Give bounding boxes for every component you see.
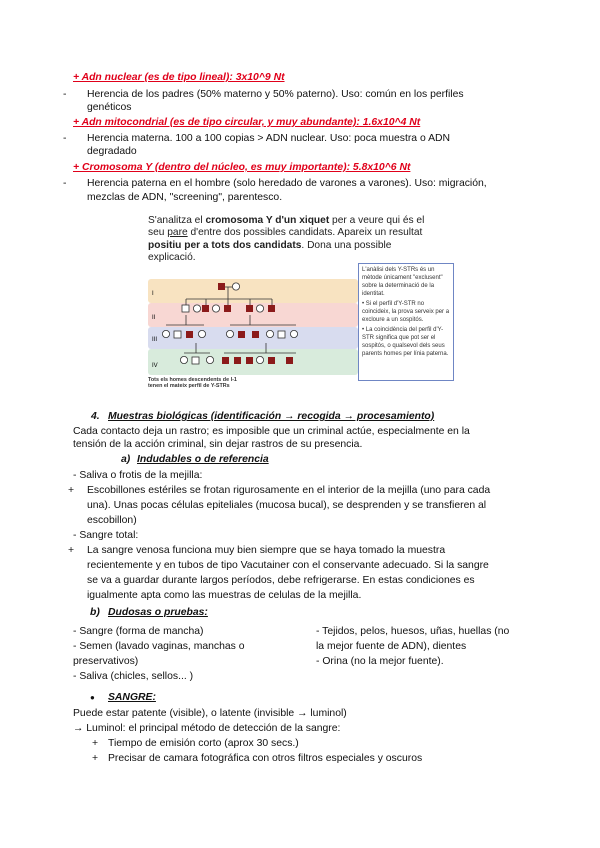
male-filled (222, 357, 229, 364)
heading-adn-mitocondrial: + Adn mitocondrial (es de tipo circular, y muy abundante): 1.6x10^4 Nt (73, 117, 421, 128)
mito-text-2: degradado (87, 146, 137, 157)
y-text-2: mezclas de ADN, "screening", parentesco. (87, 192, 283, 203)
section-heading: Muestras biológicas (identificación → recogida → procesamiento) (108, 411, 435, 422)
male (278, 331, 285, 338)
section-number: 4. (91, 411, 100, 422)
heading-cromosoma-y: + Cromosoma Y (dentro del núcleo, es muy importante): 5.8x10^6 Nt (73, 162, 411, 173)
y-text-1: Herencia paterna en el hombre (solo heredado de varones a varones). Uso: migración, (87, 178, 487, 189)
subsection-a-label: a) (121, 454, 131, 465)
figure-caption: S'analitza el cromosoma Y d'un xiquet per a veure qui és el seu pare d'entre dos possibles candidats. Apareix un resultat positiu per a tots dos candidats. Dona una possible explicació. (148, 215, 425, 264)
female (226, 330, 233, 337)
male-filled (246, 357, 253, 364)
sangre-text-1: La sangre venosa funciona muy bien siempre que se haya tomado la muestra (87, 545, 446, 556)
pedigree-figure (146, 213, 452, 389)
sangre-line-2: → Luminol: el principal método de detección de la sangre: (73, 723, 341, 734)
intro-text-1: Cada contacto deja un rastro; es imposible que un criminal actúe, especialmente en la (73, 426, 470, 437)
sangre-line-1: Puede estar patente (visible), o latente (invisible → luminol) (73, 708, 347, 719)
male-filled (238, 331, 245, 338)
mito-text-1: Herencia materna. 100 a 100 copias > ADN nuclear. Uso: poca muestra o ADN (87, 133, 451, 144)
sangre-item-1: Tiempo de emisión corto (aprox 30 secs.) (108, 738, 299, 749)
figure-legend: Tots els homes descendents de I-1 tenen el mateix perfil de Y-STRs (148, 377, 237, 390)
dudosas-left-2: - Semen (lavado vaginas, manchas o (73, 641, 245, 652)
intro-text-2: tensión de la acción criminal, sin dejar rastros de su presencia. (73, 439, 363, 450)
saliva-text-2: una). Unas pocas células epiteliales (mucosa bucal), se desprenden y se transfieren al (87, 500, 487, 511)
female (232, 283, 239, 290)
heading-adn-nuclear: + Adn nuclear (es de tipo lineal): 3x10^9 Nt (73, 72, 285, 83)
sangre-item-2: Precisar de camara fotográfica con otros filtros especiales y oscuros (108, 753, 423, 764)
y-str-info-box (358, 263, 454, 381)
female (212, 305, 219, 312)
bullet-icon: ● (90, 693, 95, 702)
plus-bullet: + (68, 485, 75, 496)
list-dash: - (63, 89, 67, 100)
female (256, 305, 263, 312)
gen-label: II (152, 315, 156, 321)
male-filled (286, 357, 293, 364)
male-filled (246, 305, 253, 312)
gen-label: I (152, 291, 154, 297)
male-filled (234, 357, 241, 364)
male (192, 357, 199, 364)
male-filled (218, 283, 225, 290)
sangre-heading: SANGRE: (108, 692, 156, 703)
sangre-text-2: recientemente y en tubos de tipo Vacutainer con el conservante adecuado. Si la sangre (87, 560, 489, 571)
dudosas-left-3: preservativos) (73, 656, 139, 667)
male-filled (202, 305, 209, 312)
male-filled (252, 331, 259, 338)
male-filled (268, 305, 275, 312)
subsection-a-heading: Indudables o de referencia (137, 454, 269, 465)
female (266, 330, 273, 337)
male-filled (186, 331, 193, 338)
subsection-b-heading: Dudosas o pruebas: (108, 607, 208, 618)
dudosas-left-4: - Saliva (chicles, sellos... ) (73, 671, 194, 682)
nuclear-text-2: genéticos (87, 102, 132, 113)
saliva-label: - Saliva o frotis de la mejilla: (73, 470, 203, 481)
dudosas-left-1: - Sangre (forma de mancha) (73, 626, 204, 637)
male-filled (224, 305, 231, 312)
box-paragraph: • Si el perfil d'Y-STR no coincideix, la prova serveix per a excloure a un sospitós. (362, 301, 450, 323)
dudosas-right-3: - Orina (no la mejor fuente). (316, 656, 444, 667)
female (198, 330, 205, 337)
list-dash: - (63, 133, 67, 144)
plus-bullet: + (68, 545, 75, 556)
dudosas-right-2: la mejor fuente de ADN), dientes (316, 641, 467, 652)
male (174, 331, 181, 338)
dudosas-right-1: - Tejidos, pelos, huesos, uñas, huellas (no (316, 626, 510, 637)
gen-label: III (152, 337, 158, 343)
plus-bullet: + (92, 738, 99, 749)
subsection-b-label: b) (90, 607, 100, 618)
female (162, 330, 169, 337)
saliva-text-3: escobillon) (87, 515, 137, 526)
sangre-text-3: se va a guardar durante largos períodos, debe refrigerarse. En estas condiciones es (87, 575, 475, 586)
female (180, 356, 187, 363)
male (182, 305, 189, 312)
female (290, 330, 297, 337)
box-paragraph: L'anàlisi dels Y-STRs és un mètode únicament "exclusent" sobre la determinació de la identitat. (362, 267, 443, 297)
plus-bullet: + (92, 753, 99, 764)
female (193, 305, 200, 312)
box-paragraph: • La coincidència del perfil d'Y-STR significa que pot ser el sospitós, o qualsevol dels seus parents homes per línia paterna. (362, 327, 449, 357)
nuclear-text-1: Herencia de los padres (50% materno y 50% paterno). Uso: común en los perfiles (87, 89, 464, 100)
female (256, 356, 263, 363)
sangre-total-label: - Sangre total: (73, 530, 139, 541)
female (206, 356, 213, 363)
male-filled (268, 357, 275, 364)
list-dash: - (63, 178, 67, 189)
saliva-text-1: Escobillones estériles se frotan rigurosamente en el interior de la mejilla (uno para cada (87, 485, 491, 496)
gen-label: IV (152, 363, 158, 369)
sangre-text-4: igualmente apta como las muestras de celulas de la mejilla. (87, 590, 362, 601)
